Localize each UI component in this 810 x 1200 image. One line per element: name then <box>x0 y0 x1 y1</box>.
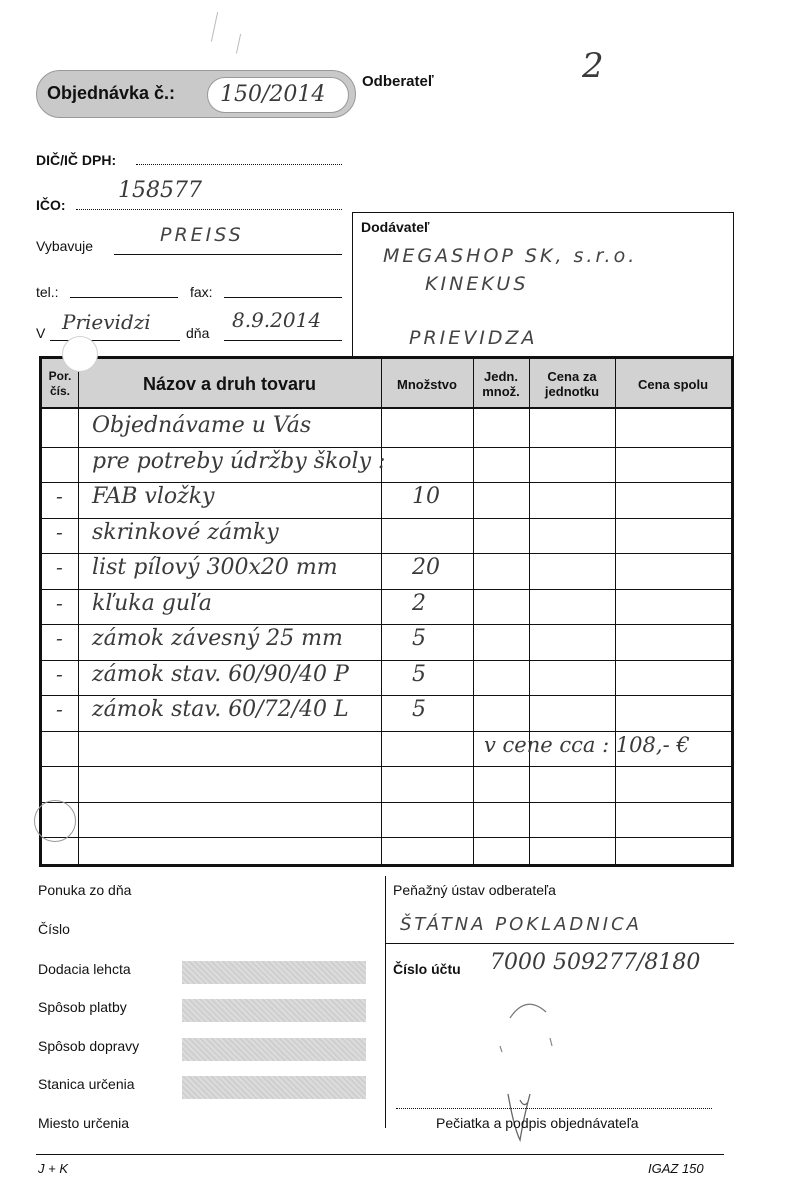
ico-label: IČO: <box>36 197 66 213</box>
row-quantity: 5 <box>412 626 426 651</box>
delivery-label: Dodacia lehcta <box>38 961 131 977</box>
date-label: dňa <box>186 325 210 341</box>
row-dash: - <box>56 626 63 650</box>
row-item-name: kľuka guľa <box>92 590 212 616</box>
row-item-name: zámok stav. 60/72/40 L <box>92 697 349 722</box>
order-number-box <box>36 70 356 118</box>
place-hand: Prievidzi <box>62 310 151 334</box>
order-label: Objednávka č.: <box>47 83 176 103</box>
table-row[interactable] <box>42 411 731 447</box>
table-row[interactable] <box>42 660 731 696</box>
payment-label: Spôsob platby <box>38 999 127 1015</box>
processor-label: Vybavuje <box>36 238 94 254</box>
row-dash: - <box>56 661 63 686</box>
page-number-hand: 2 <box>582 46 604 86</box>
row-dash: - <box>56 484 63 508</box>
table-row[interactable] <box>42 553 731 589</box>
table-row[interactable] <box>42 695 731 731</box>
order-number-hand: 150/2014 <box>220 82 326 107</box>
place-label: V <box>36 325 46 341</box>
row-item-name: zámok závesný 25 mm <box>92 626 343 651</box>
ico-field[interactable] <box>76 209 342 210</box>
row-item-name: pre potreby údržby školy : <box>92 448 386 474</box>
date-hand: 8.9.2014 <box>232 308 322 332</box>
number-label: Číslo <box>38 921 70 937</box>
row-quantity: 20 <box>412 555 440 580</box>
supplier-line3-hand: PRIEVIDZA <box>409 327 538 349</box>
tel-label: tel.: <box>36 284 59 300</box>
footer-divider <box>36 1154 724 1155</box>
table-row[interactable] <box>42 802 731 838</box>
row-quantity: 2 <box>412 590 426 616</box>
row-dash: - <box>56 555 63 579</box>
stamp-label: Pečiatka a podpis objednávateľa <box>436 1115 639 1131</box>
footer-right: IGAZ 150 <box>648 1161 704 1176</box>
table-row[interactable] <box>42 589 731 625</box>
fax-label: fax: <box>190 284 213 300</box>
row-dash: - <box>56 590 63 615</box>
header-name: Názov a druh tovaru <box>142 373 317 394</box>
row-item-name: list pílový 300x20 mm <box>92 555 338 580</box>
payment-field[interactable] <box>182 999 366 1022</box>
destination-label: Miesto určenia <box>38 1115 130 1131</box>
tel-field[interactable] <box>70 297 178 298</box>
punch-hole <box>62 336 98 372</box>
row-item-name: zámok stav. 60/90/40 P <box>92 661 349 687</box>
table-row[interactable] <box>42 624 731 660</box>
supplier-box <box>352 212 734 358</box>
pencil-mark <box>236 34 243 54</box>
supplier-line2-hand: KINEKUS <box>425 273 529 295</box>
offer-label: Ponuka zo dňa <box>38 882 132 898</box>
supplier-line1-hand: MEGASHOP SK, s.r.o. <box>383 245 638 267</box>
delivery-field[interactable] <box>182 961 366 984</box>
supplier-label: Dodávateľ <box>361 219 430 235</box>
customer-label: Odberateľ <box>362 73 434 90</box>
estimate-hand: v cene cca : 108,- € <box>484 733 690 757</box>
row-quantity: 10 <box>412 484 440 509</box>
row-item-name: skrinkové zámky <box>92 519 279 545</box>
date-field[interactable] <box>224 340 342 341</box>
table-row[interactable] <box>42 447 731 483</box>
stamp-signature-line[interactable] <box>396 1108 712 1109</box>
row-item-name: FAB vložky <box>92 484 215 509</box>
row-quantity: 5 <box>412 661 426 687</box>
row-dash: - <box>56 697 63 721</box>
items-table <box>39 356 734 867</box>
processor-hand: PREISS <box>160 224 244 246</box>
transport-field[interactable] <box>182 1038 366 1061</box>
row-dash: - <box>56 519 63 544</box>
station-field[interactable] <box>182 1076 366 1099</box>
bank-hand: ŠTÁTNA POKLADNICA <box>400 914 642 935</box>
header-unit-price: Cena za jednotku <box>544 369 600 399</box>
fax-field[interactable] <box>224 297 342 298</box>
ico-hand: 158577 <box>118 178 202 203</box>
header-qty: Množstvo <box>397 376 457 392</box>
account-label: Číslo účtu <box>393 961 461 977</box>
table-row[interactable] <box>42 482 731 518</box>
header-unit: Jedn. množ. <box>482 369 520 399</box>
table-row[interactable] <box>42 518 731 554</box>
processor-field[interactable] <box>114 254 342 255</box>
account-hand: 7000 509277/8180 <box>490 950 701 975</box>
pencil-mark <box>211 12 220 42</box>
punch-hole <box>34 800 76 842</box>
bank-field[interactable] <box>386 943 734 944</box>
dic-field[interactable] <box>136 164 342 165</box>
table-row[interactable] <box>42 837 731 873</box>
order-number-field[interactable] <box>207 77 349 113</box>
table-row[interactable] <box>42 766 731 802</box>
bank-label: Peňažný ústav odberateľa <box>393 882 556 898</box>
row-item-name: Objednávame u Vás <box>92 413 312 438</box>
header-total: Cena spolu <box>637 376 709 392</box>
transport-label: Spôsob dopravy <box>38 1038 140 1054</box>
footer-left: J + K <box>38 1161 68 1176</box>
row-quantity: 5 <box>412 697 426 722</box>
bottom-divider <box>385 876 386 1128</box>
header-no: Por. čís. <box>48 369 72 398</box>
dic-label: DIČ/IČ DPH: <box>36 152 117 168</box>
station-label: Stanica určenia <box>38 1076 135 1092</box>
